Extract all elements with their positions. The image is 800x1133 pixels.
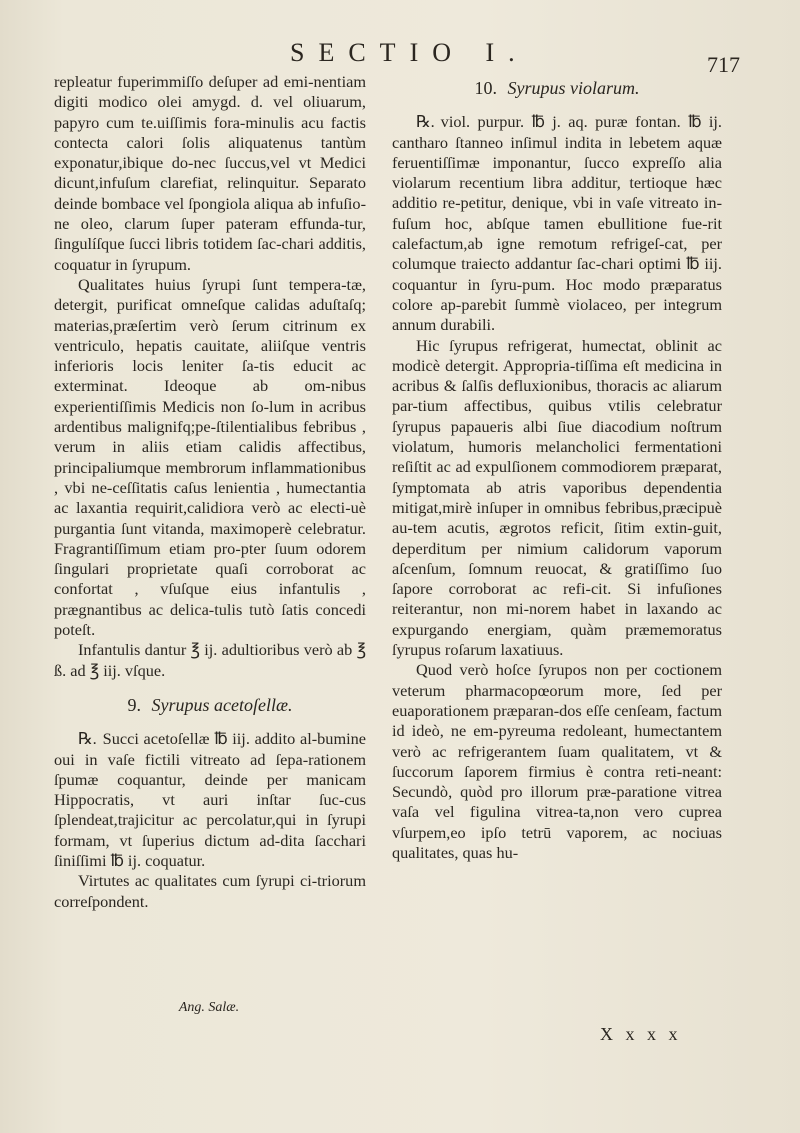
section-number: 9. — [127, 694, 141, 715]
recipe-sign: ℞. — [78, 729, 97, 749]
recipe-text: viol. purpur. ℔ j. aq. puræ fontan. ℔ ij. cantharo ſtanneo inſimul indita in lebetem aquæ feruentiſſimæ imponantur, ſucco expreſſo alia violarum recentium libra additur, tertioque hæc additio re-petitur, denique, vbi in vaſe vitreato in-fuſum hoc, abſque tamen ebullitione fue-rit calefactum,ab igne remotum refrigeſ-cat, per columque traiecto addantur ſac-chari optimi ℔ iij. coquantur in ſyru-pum. Hoc modo præparatus colore ap-parebit ſummè violaceo, per integrum annum durabili. — [392, 112, 722, 335]
right-paragraph-3: Quod verò hoſce ſyrupos non per coctionem veterum pharmacopœorum more, ſed per euaporationem præparan-dos eſſe cenſeam, factum id ideò, ne em-pyreuma redoleant, humectantem verò ac refrigerantem ſuam qualitatem, vt & ſuccorum ſaporem firmius è contra reti-neant: Secundò, quòd pro illorum præ-paratione vitrea vaſa vel figulina vitrea-ta,non vero cuprea vſurpem,eo ipſo tetrū vaporem, ac nociuas qualitates, quas hu- — [392, 660, 722, 862]
section-heading-9 — [54, 695, 366, 715]
left-paragraph-3: Infantulis dantur ℥ ij. adultioribus verò ab ℥ ß. ad ℥ iij. vſque. — [54, 640, 366, 680]
left-column — [54, 72, 366, 912]
section-title: Syrupus acetoſellæ. — [151, 694, 293, 715]
left-paragraph-1: repleatur fuperimmiſſo deſuper ad emi-nentiam digiti modico olei amygd. d. vel oliuarum, papyro cum te.uiſſimis fora-minulis acu factis contecta calori ſolis aliquatenus tantùm exponatur,ibique do-nec ſuccus,vel vt Medici dicunt,infuſum clarefiat, relinquitur. Separato deinde bombace vel ſpongiola aliqua ab infuſio-ne oleo, clarum ſuper pateram effunda-tur, ſingulíſque ſucci libris totidem ſac-chari additis, coquatur in ſyrupum. — [54, 72, 366, 274]
right-column — [392, 78, 722, 863]
page-number: 717 — [707, 52, 740, 77]
section-heading-10 — [392, 78, 722, 98]
left-paragraph-2: Qualitates huius ſyrupi ſunt tempera-tæ, detergit, purificat omneſque calidas aduſtaſq; materias,præſertim verò ſerum citrinum ex ventriculo, hepatis cauitate, aliiſque ventris inferioris locis leniter ſa-tis educit ac exterminat. Ideoque ab om-nibus experientiſſimis Medicis non ſo-lum in acribus ardentibus malignifq;pe-ſtilentialibus febribus , verum in aliis etiam calidis affectibus, principaliumque membrorum inflammationibus , vbi ne-ceſſitatis caſus lenientia , humectantia ac laxantia requirit,calidiora verò ac electi-uè purgantia ſunt vitanda, maximoperè celebratur. Fragrantiſſimum etiam pro-pter ſuum odorem ſingulari proprietate quaſi corroborat ac confortat , vſuſque eius infantulis , prægnantibus ac delica-tulis tutò ſatis concedi poteſt. — [54, 274, 366, 640]
section-number: 10. — [474, 78, 497, 98]
signature-mark: X x x x — [600, 1024, 682, 1044]
recipe-text: Succi acetoſellæ ℔ iij. addito al-bumine oui in vaſe fictili vitreato ad ſepa-rationem ſpumæ coquantur, deinde per manicam Hippocratis, vt auri inſtar ſuc-cus ſplendeat,trajicitur ac percolatur,qui in ſyrupi formam, vt ſuperius dictum ad-dita ſacchari ſiniſſimi ℔ ij. coquatur. — [54, 729, 366, 870]
left-paragraph-5: Virtutes ac qualitates cum ſyrupi ci-triorum correſpondent. — [54, 871, 366, 911]
right-paragraph-1 — [392, 112, 722, 335]
running-title: SECTIO I. — [290, 38, 529, 67]
right-paragraph-2: Hic ſyrupus refrigerat, humectat, oblinit ac modicè detergit. Appropria-tiſſima eſt medicina in acribus & ſalſis defluxionibus, thoracis ac aliarum par-tium affectibus, quibus vtilis celebratur ſyrupus papaueris albi ſiue diacodium noſtrum violatum, humoris melancholici fermentationi reſiſtit ac ad expulſionem commodiorem præparat, ſymptomata ab atris vaporibus dependentia mitigat,mirè inſuper in omnibus febribus,præcipuè au-tem acutis, ægrotos reficit, ſitim extin-guit, deperditum per nimium calidorum vaporum aſcenſum, ſomnum reuocat, & gratiſſimo ſuo ſapore corroborat ac refi-cit. Si infuſiones reiterantur, non mi-norem habet in laxando ac expurgando energiam, quàm præmemoratus ſyrupus roſarum laxatiuus. — [392, 335, 722, 660]
catchwords: Ang. Salæ. — [178, 1000, 240, 1015]
section-title: Syrupus violarum. — [507, 78, 640, 98]
left-paragraph-4 — [54, 729, 366, 871]
recipe-sign: ℞. — [416, 112, 435, 132]
